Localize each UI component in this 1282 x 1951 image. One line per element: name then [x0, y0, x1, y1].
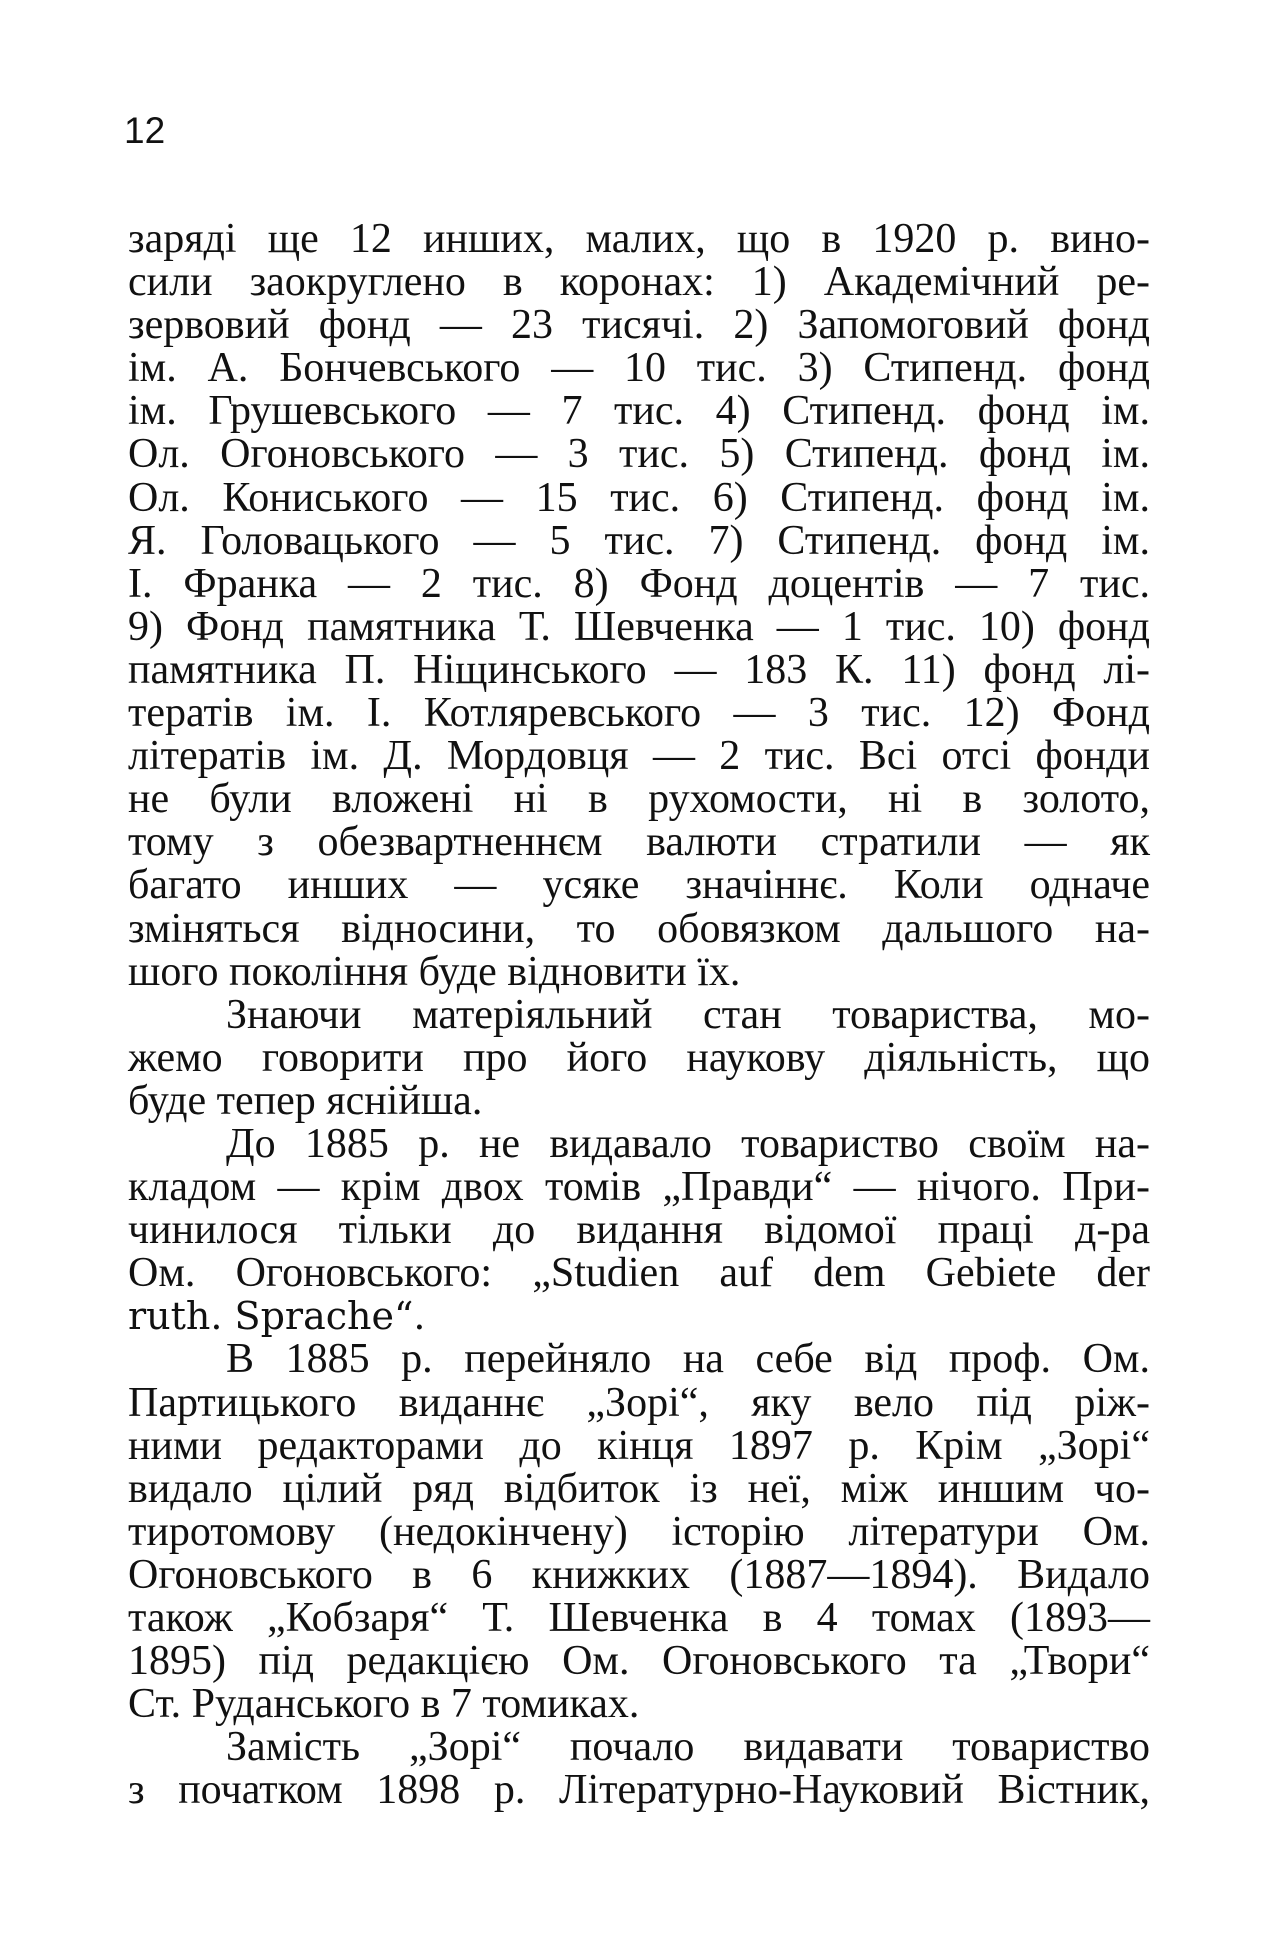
text-line: тому з обезвартненнєм валюти стратили — як	[128, 819, 1150, 866]
page-number: 12	[124, 110, 166, 151]
paragraph-before-1885	[128, 1120, 1150, 1339]
text-line: Ол. Кониського — 15 тис. 6) Стипенд. фонд ім.	[128, 474, 1150, 521]
text-line: Знаючи матеріяльний стан товариства, мо-	[226, 991, 1150, 1038]
text-line: Ом. Огоновського: „Studien auf dem Gebiete der	[128, 1250, 1150, 1297]
paragraph-funds-list	[128, 218, 1150, 994]
text-line: не були вложені ні в рухомости, ні в золото,	[128, 776, 1150, 823]
text-line: жемо говорити про його наукову діяльність, що	[128, 1034, 1150, 1081]
body-text	[128, 218, 1150, 1812]
text-line: кладом — крім двох томів „Правди“ — нічого. При-	[128, 1164, 1150, 1211]
text-line: буде тепер яснійша.	[128, 1077, 483, 1124]
text-line: чинилося тільки до видання відомої праці д-ра	[128, 1207, 1150, 1254]
paragraph-zoria-1885	[128, 1338, 1150, 1726]
text-line: також „Кобзаря“ Т. Шевченка в 4 томах (1893—	[128, 1595, 1150, 1641]
text-line: В 1885 р. перейняло на себе від проф. Ом.	[226, 1336, 1150, 1383]
text-line: зміняться відносини, то обовязком дальшого на-	[128, 905, 1150, 952]
text-line: ними редакторами до кінця 1897 р. Крім „Зорі“	[128, 1422, 1150, 1469]
text-line: 1895) під редакцією Ом. Огоновського та „Твори“	[128, 1638, 1150, 1685]
text-line: з початком 1898 р. Літературно-Науковий Вістник,	[128, 1767, 1150, 1814]
text-line: памятника П. Ніщинського — 183 К. 11) фонд лі-	[128, 646, 1150, 693]
text-line: зервовий фонд — 23 тисячі. 2) Запомоговий фонд	[128, 302, 1150, 349]
text-line: Огоновського в 6 книжких (1887—1894). Видало	[128, 1551, 1150, 1598]
text-line: Замість „Зорі“ почало видавати товариство	[226, 1724, 1150, 1771]
text-line: заряді ще 12 инших, малих, що в 1920 р. вино-	[128, 216, 1150, 262]
text-line: літератів ім. Д. Мордовця — 2 тис. Всі отсі фонди	[128, 733, 1150, 780]
text-line: Ст. Руданського в 7 томиках.	[128, 1681, 640, 1728]
text-line: І. Франка — 2 тис. 8) Фонд доцентів — 7 тис.	[128, 560, 1150, 607]
text-line: До 1885 р. не видавало товариство своїм на-	[226, 1120, 1150, 1167]
text-line: тератів ім. І. Котляревського — 3 тис. 12) Фонд	[128, 690, 1150, 737]
text-line: Партицького виданнє „Зорі“, яку вело під ріж-	[128, 1379, 1150, 1426]
text-line: ruth. Sprache“.	[128, 1294, 426, 1339]
paragraph-material-state	[128, 991, 1150, 1124]
text-line: шого покоління буде відновити їх.	[128, 948, 741, 995]
paragraph-visnyk-1898	[128, 1726, 1150, 1812]
text-line: Я. Головацького — 5 тис. 7) Стипенд. фонд ім.	[128, 517, 1150, 564]
text-line: ім. А. Бончевського — 10 тис. 3) Стипенд. фонд	[128, 345, 1150, 392]
text-line: сили заокруглено в коронах: 1) Академічний ре-	[128, 259, 1150, 306]
text-line: видало цілий ряд відбиток із неї, між иншим чо-	[128, 1465, 1150, 1512]
text-line: Ол. Огоновського — 3 тис. 5) Стипенд. фонд ім.	[128, 431, 1150, 478]
text-line: ім. Грушевського — 7 тис. 4) Стипенд. фонд ім.	[128, 388, 1150, 435]
text-line: 9) Фонд памятника Т. Шевченка — 1 тис. 10) фонд	[128, 603, 1150, 650]
text-line: багато инших — усяке значіннє. Коли одначе	[128, 862, 1150, 909]
text-line: тиротомову (недокінчену) історію літератури Ом.	[128, 1508, 1150, 1555]
